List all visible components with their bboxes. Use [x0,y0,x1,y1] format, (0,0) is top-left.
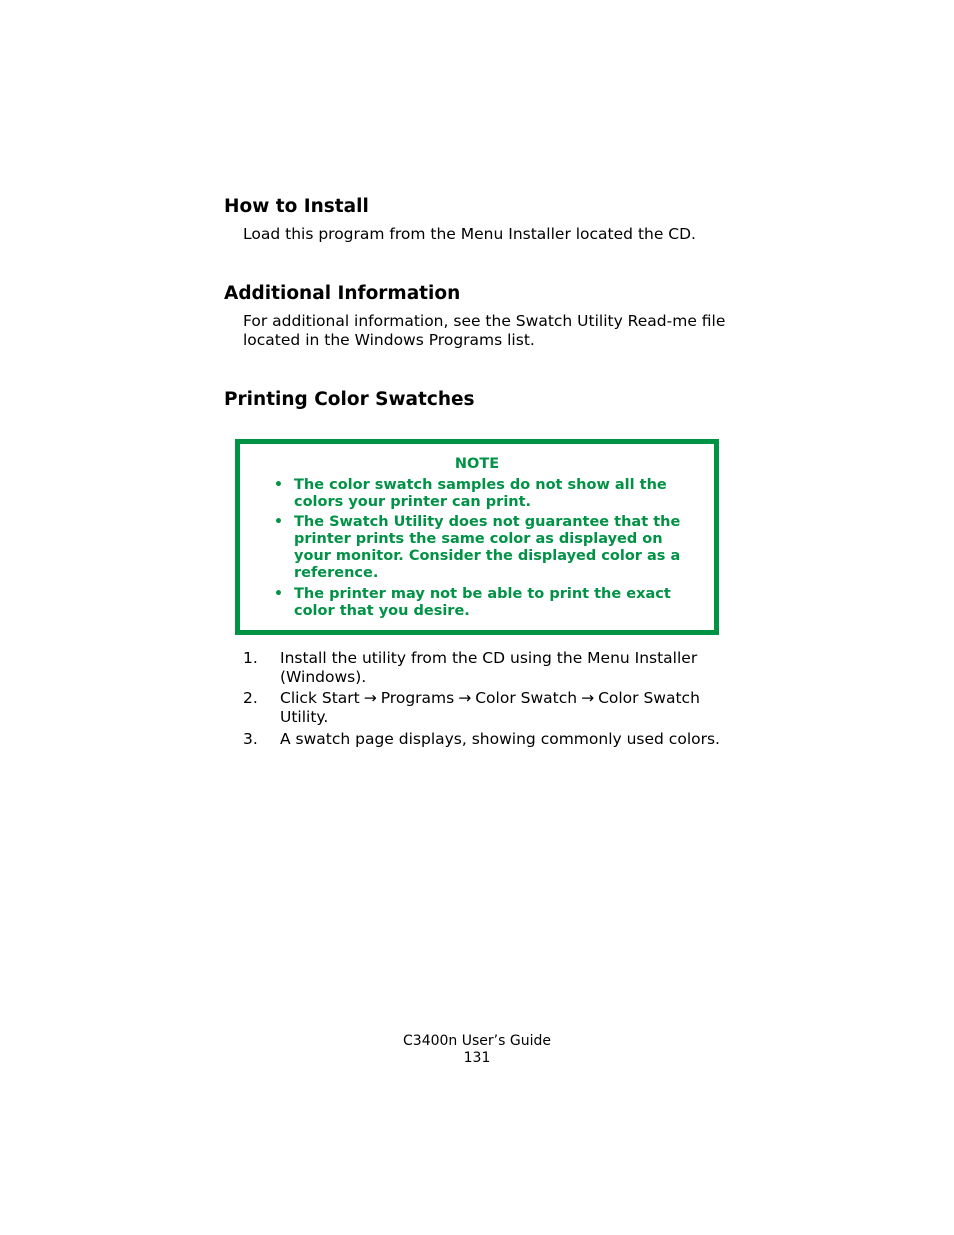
note-box [235,439,719,635]
arrow-right-icon: → [458,689,472,707]
note-item-text: The Swatch Utility does not guarantee that the printer prints the same color as displayed on your monitor. Consider the displayed color as a reference. [294,514,681,581]
step-text: A swatch page displays, showing commonly used colors. [280,730,720,748]
step-number: 2. [243,689,258,707]
step-part: Click Start [280,689,360,707]
step-part: Color Swatch [475,689,578,707]
section-heading-how-to-install: How to Install [224,196,369,217]
note-item-text: The color swatch samples do not show all the colors your printer can print. [294,477,667,510]
bullet-icon: • [274,514,283,530]
note-item [274,586,704,620]
footer-title: C3400n User’s Guide [403,1033,551,1049]
note-title: NOTE [454,456,500,472]
step-part: Programs [380,689,455,707]
section-heading-printing-color-swatches: Printing Color Swatches [224,389,475,410]
install-text: Load this program from the Menu Installer located the CD. [243,225,696,243]
step-number: 3. [243,730,258,748]
step-part: Color Swatch Utility. [280,689,700,726]
note-item-text: The printer may not be able to print the exact color that you desire. [294,586,671,619]
note-item [274,514,704,582]
step-number: 1. [243,649,258,667]
bullet-icon: • [274,586,283,602]
step-text: Install the utility from the CD using the Menu Installer (Windows). [280,649,698,686]
arrow-right-icon: → [581,689,595,707]
bullet-icon: • [274,477,283,493]
page-number: 131 [463,1050,491,1066]
section-heading-additional-information: Additional Information [224,283,461,304]
arrow-right-icon: → [363,689,377,707]
step-text [280,689,710,727]
additional-information-text: For additional information, see the Swatch Utility Read-me file located in the Windows Programs list. [243,312,726,349]
note-item [274,477,704,511]
